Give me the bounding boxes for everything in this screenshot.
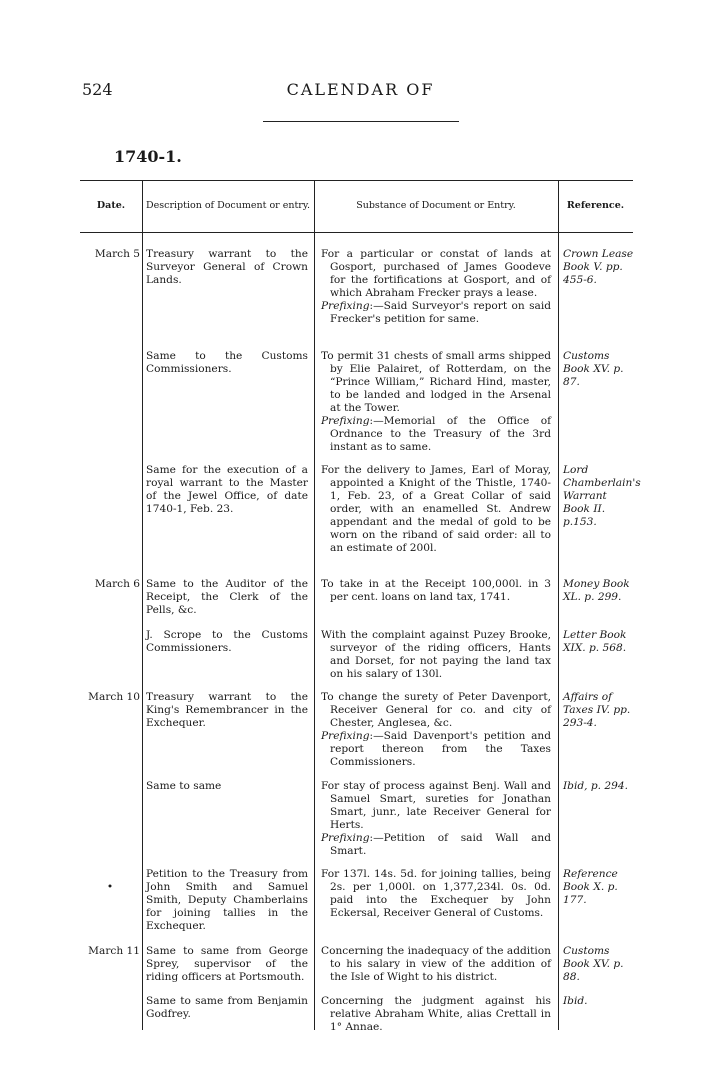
prefixing-note	[321, 300, 551, 326]
entry-reference: Reference Book X. p. 177.	[563, 868, 618, 906]
prefixing-label: Prefixing	[321, 832, 370, 844]
entry-description: Same to the Customs Commissioners.	[146, 350, 308, 375]
substance-text: With the complaint against Puzey Brooke, surveyor of the riding officers, Hants and Dorset, for not paying the land tax on his salary of 130l.	[321, 629, 551, 680]
entry-reference: Customs Book XV. p. 87.	[563, 350, 624, 388]
entry-substance	[314, 248, 551, 326]
column-header-reference: Reference.	[566, 200, 625, 211]
entry-substance	[314, 578, 551, 604]
entry-description: Treasury warrant to the Surveyor General of Crown Lands.	[146, 248, 308, 286]
prefixing-note	[321, 730, 551, 769]
entry-substance	[314, 691, 551, 769]
entry-substance	[314, 995, 551, 1034]
entry-reference: Ibid.	[563, 995, 588, 1007]
prefixing-text: :—Memorial of the Office of Ordnance to the Treasury of the 3rd instant as to same.	[330, 415, 551, 453]
prefixing-text: :—Petition of said Wall and Smart.	[330, 832, 551, 857]
entry-date: •	[106, 881, 114, 893]
calendar-table	[80, 180, 641, 1033]
entry-description: Same to same from Benjamin Godfrey.	[146, 995, 308, 1020]
entry-description: J. Scrope to the Customs Commissioners.	[146, 629, 308, 654]
substance-text: For the delivery to James, Earl of Moray, appointed a Knight of the Thistle, 1740-1, Feb. 23, of a Great Collar of said order, with an enamelled St. Andrew appendant and the medal of gold to be worn on the riband of said order: all to an estimate of 200l.	[321, 464, 551, 554]
substance-text: To change the surety of Peter Davenport, Receiver General for co. and city of Chester, Anglesea, &c.	[321, 691, 551, 729]
entry-reference: Crown Lease Book V. pp. 455-6.	[563, 248, 634, 286]
prefixing-label: Prefixing	[321, 415, 370, 427]
substance-text: To permit 31 chests of small arms shipped by Elie Palairet, of Rotterdam, on the “Prince William,” Richard Hind, master, to be landed and lodged in the Arsenal at the Tower.	[321, 350, 551, 414]
entry-substance	[314, 350, 551, 454]
entry-substance	[314, 780, 551, 858]
prefixing-label: Prefixing	[321, 730, 370, 742]
entry-description: Same to same	[146, 780, 222, 792]
prefixing-text: :—Said Davenport's petition and report thereon from the Taxes Commissioners.	[330, 730, 551, 768]
entry-reference: Money Book XL. p. 299.	[563, 578, 630, 603]
entry-substance	[314, 945, 551, 984]
prefixing-label: Prefixing	[321, 300, 370, 312]
column-header-substance: Substance of Document or Entry.	[356, 200, 516, 211]
entry-description: Petition to the Treasury from John Smith and Samuel Smith, Deputy Chamberlains for joining tallies in the Exchequer.	[146, 868, 308, 932]
prefixing-note	[321, 832, 551, 858]
entry-substance	[314, 464, 551, 555]
substance-text: To take in at the Receipt 100,000l. in 3 per cent. loans on land tax, 1741.	[321, 578, 551, 603]
entry-substance	[314, 868, 551, 920]
entry-description: Treasury warrant to the King's Remembrancer in the Exchequer.	[146, 691, 308, 729]
running-title: CALENDAR OF	[286, 80, 435, 99]
entry-description: Same for the execution of a royal warrant to the Master of the Jewel Office, of date 1740-1, Feb. 23.	[146, 464, 308, 515]
entry-reference: Customs Book XV. p. 88.	[563, 945, 624, 983]
page-number: 524	[82, 80, 113, 99]
entry-date: March 11	[88, 945, 140, 957]
entry-reference: Affairs of Taxes IV. pp. 293-4.	[563, 691, 631, 729]
entry-reference: Letter Book XIX. p. 568.	[563, 629, 627, 654]
entry-date: March 5	[94, 248, 140, 260]
year-heading: 1740-1.	[114, 147, 182, 166]
entry-reference: Lord Chamberlain's Warrant Book II. p.153.	[563, 464, 641, 528]
prefixing-text: :—Said Surveyor's report on said Frecker's petition for same.	[330, 300, 551, 325]
title-rule	[263, 121, 459, 122]
entry-description: Same to the Auditor of the Receipt, the Clerk of the Pells, &c.	[146, 578, 308, 616]
entry-description: Same to same from George Sprey, supervisor of the riding officers at Portsmouth.	[146, 945, 308, 983]
table-header-rule	[80, 232, 633, 233]
substance-text: For stay of process against Benj. Wall and Samuel Smart, sureties for Jonathan Smart, junr., late Receiver General for Herts.	[321, 780, 551, 831]
prefixing-note	[321, 415, 551, 454]
substance-text: Concerning the inadequacy of the addition to his salary in view of the addition of the Isle of Wight to his district.	[321, 945, 551, 983]
column-header-description: Description of Document or entry.	[146, 200, 310, 211]
entry-date: March 6	[94, 578, 140, 590]
substance-text: Concerning the judgment against his relative Abraham White, alias Crettall in 1° Annae.	[321, 995, 551, 1033]
entry-substance	[314, 629, 551, 681]
column-header-date: Date.	[96, 200, 126, 211]
substance-text: For a particular or constat of lands at Gosport, purchased of James Goodeve for the fortifications at Gosport, and of which Abraham Frecker prays a lease.	[321, 248, 551, 299]
entry-date: March 10	[88, 691, 140, 703]
substance-text: For 137l. 14s. 5d. for joining tallies, being 2s. per 1,000l. on 1,377,234l. 0s. 0d. paid into the Exchequer by John Eckersal, Receiver General of Customs.	[321, 868, 551, 919]
entry-reference: Ibid, p. 294.	[563, 780, 628, 792]
